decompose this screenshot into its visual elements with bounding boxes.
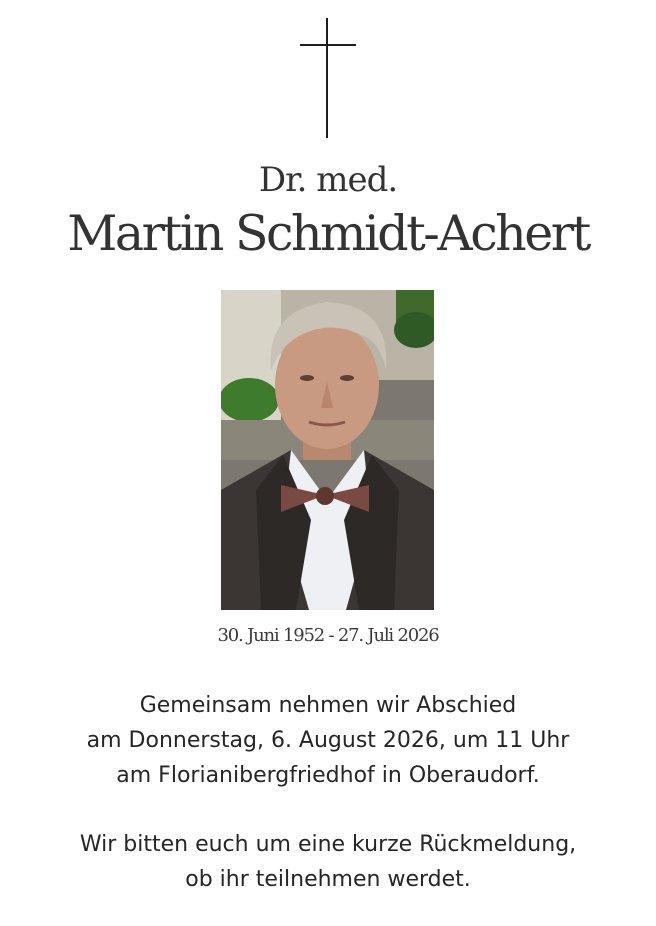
life-dates: 30. Juni 1952 - 27. Juli 2026: [217, 625, 439, 646]
cross-icon: [300, 18, 356, 140]
request-line: ob ihr teilnehmen werdet.: [185, 867, 471, 892]
portrait-photo: [221, 290, 434, 610]
deceased-name: Martin Schmidt-Achert: [67, 205, 589, 262]
rsvp-request: [0, 827, 656, 897]
service-line: am Florianibergfriedhof in Oberaudorf.: [116, 763, 540, 788]
title-prefix: Dr. med.: [258, 160, 398, 200]
request-line: Wir bitten euch um eine kurze Rückmeldung,: [79, 832, 577, 857]
service-line: Gemeinsam nehmen wir Abschied: [139, 693, 517, 718]
service-details: [0, 688, 656, 793]
service-line: am Donnerstag, 6. August 2026, um 11 Uhr: [86, 728, 570, 753]
